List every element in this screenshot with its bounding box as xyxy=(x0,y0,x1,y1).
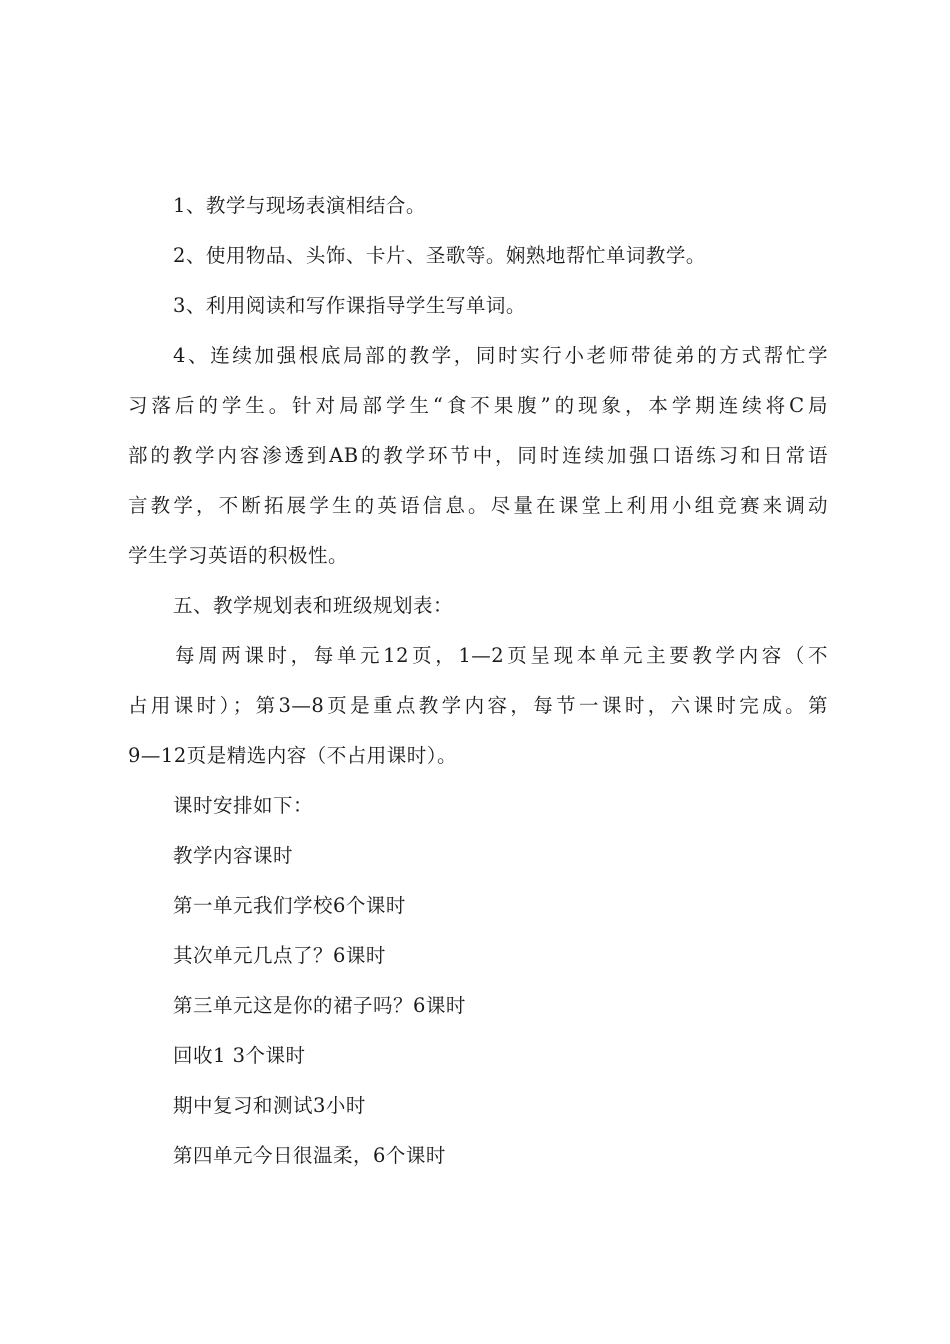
section-heading: 五、教学规划表和班级规划表： xyxy=(173,594,454,617)
paragraph-line: 占用课时）；第3—8页是重点教学内容，每节一课时，六课时完成。第 xyxy=(128,694,828,717)
paragraph-line: 学生学习英语的积极性。 xyxy=(128,544,349,567)
paragraph-line: 部的教学内容渗透到AB的教学环节中，同时连续加强口语练习和日常语 xyxy=(128,444,828,467)
list-item-3: 3、利用阅读和写作课指导学生写单词。 xyxy=(173,294,526,317)
schedule-item: 期中复习和测试3小时 xyxy=(173,1094,366,1117)
schedule-item: 其次单元几点了？6课时 xyxy=(173,944,386,967)
schedule-item: 第一单元我们学校6个课时 xyxy=(173,894,406,917)
list-item-2: 2、使用物品、头饰、卡片、圣歌等。娴熟地帮忙单词教学。 xyxy=(173,244,706,267)
schedule-item: 第四单元今日很温柔，6个课时 xyxy=(173,1144,446,1167)
paragraph-line: 习落后的学生。针对局部学生“食不果腹”的现象，本学期连续将C局 xyxy=(128,394,828,417)
paragraph-line: 每周两课时，每单元12页，1—2页呈现本单元主要教学内容（不 xyxy=(175,644,828,667)
paragraph-line: 9—12页是精选内容（不占用课时）。 xyxy=(128,744,457,767)
paragraph-line: 言教学，不断拓展学生的英语信息。尽量在课堂上利用小组竞赛来调动 xyxy=(128,494,828,517)
paragraph-line: 4、连续加强根底局部的教学，同时实行小老师带徒弟的方式帮忙学 xyxy=(173,344,828,367)
schedule-item: 第三单元这是你的裙子吗？6课时 xyxy=(173,994,466,1017)
schedule-intro: 课时安排如下： xyxy=(173,794,314,817)
schedule-header: 教学内容课时 xyxy=(173,844,294,867)
schedule-item: 回收1 3个课时 xyxy=(173,1044,306,1067)
list-item-1: 1、教学与现场表演相结合。 xyxy=(173,194,426,217)
